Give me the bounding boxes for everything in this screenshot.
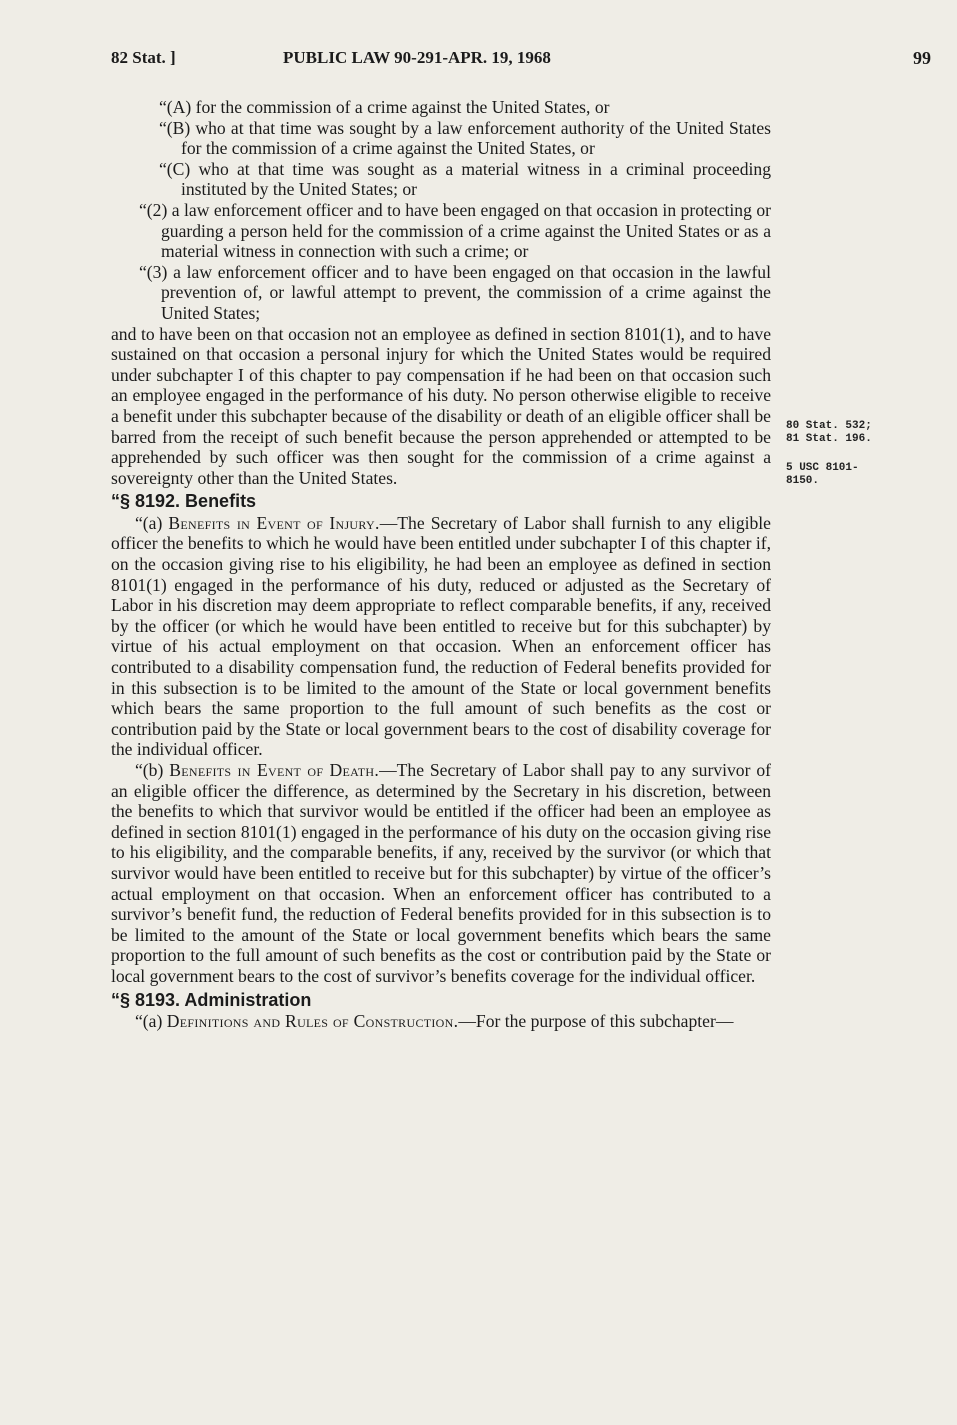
margin-note-usc: 5 USC 8101- 8150.: [786, 462, 859, 487]
clause-2: “(2) a law enforcement officer and to have been engaged on that occasion in protecting or guarding a person held for the commission of a crime against the United States or as a material witness in connection with such a crime; or: [139, 199, 771, 262]
subsection-a-injury: [111, 513, 771, 760]
running-title: PUBLIC LAW 90-291-APR. 19, 1968: [283, 48, 551, 67]
statute-reference: 82 Stat. ]: [111, 48, 176, 67]
subsection-text: —The Secretary of Labor shall pay to any survivor of an eligible officer the difference, as determined by the Secretary in his discretion, between the benefits to which that survivor would be entitled if the officer had been an employee as defined in section 8101(1) engaged in the performance of his duty on the occasion giving rise to his eligibility, and the comparable benefits, if any, received by the survivor (or which that survivor would have been entitled to receive but for this subchapter) by virtue of the officer’s actual employment on that occasion. When an enforcement officer has contributed to a survivor’s benefit fund, the reduction of Federal benefits provided for in this subsection is to be limited to the amount of the State or local government benefits which bears the same proportion to the full amount of such benefits as the cost or contribution paid by the State or local government bears to the cost of survivor’s benefits coverage for the individual officer.: [111, 760, 771, 986]
clause-b: “(B) who at that time was sought by a law enforcement authority of the United States for the commission of a crime against the United States, or: [159, 117, 771, 159]
subsection-label: “(a): [135, 1011, 167, 1032]
document-body: [111, 97, 771, 1032]
clause-a: “(A) for the commission of a crime against the United States, or: [159, 97, 610, 117]
subsection-b-death: [111, 760, 771, 987]
clause-3: “(3) a law enforcement officer and to have been engaged on that occasion in the lawful prevention of, or lawful attempt to prevent, the commission of a crime against the United States;: [139, 261, 771, 323]
subsection-title: Definitions and Rules of Construction.: [166, 1011, 459, 1032]
subsection-label: “(a): [135, 512, 169, 533]
subsection-title: Benefits in Event of Injury.: [168, 512, 380, 533]
page-number: 99: [913, 48, 931, 68]
section-heading-8193: “§ 8193. Administration: [111, 989, 312, 1010]
paragraph-eligibility: and to have been on that occasion not an employee as defined in section 8101(1), and to have sustained on that occasion a personal injury for which the United States would be required under subchapter I of this chapter to pay compensation if he had been on that occasion such an employee engaged in the performance of his duty. No person otherwise eligible to receive a benefit under this subchapter because of the disability or death of an eligible officer shall be barred from the receipt of such benefit because the person apprehended or attempted to be apprehended by such officer was then sought for the commission of a crime against a sovereignty other than the United States.: [111, 323, 771, 488]
subsection-text: —The Secretary of Labor shall furnish to any eligible officer the benefits to which he would have been entitled under subchapter I of this chapter if, on the occasion giving rise to his eligibility, he had been an employee as defined in section 8101(1) engaged in the performance of his duty, reduced or adjusted as the Secretary of Labor in his discretion may deem appropriate to reflect comparable benefits, if any, received by the officer (or which he would have been entitled to receive but for this subchapter) by virtue of his actual employment on that occasion. When an enforcement officer has contributed to a disability compensation fund, the reduction of Federal benefits provided for in this subsection is to be limited to the amount of the State or local government benefits which bears the same proportion to the full amount of such benefits as the cost or contribution paid by the State or local government bears to the cost of disability coverage for the individual officer.: [111, 512, 771, 760]
subsection-a-definitions: [111, 1011, 771, 1032]
subsection-title: Benefits in Event of Death.: [169, 760, 380, 780]
clause-c: “(C) who at that time was sought as a material witness in a criminal proceeding instituted by the United States; or: [159, 158, 771, 200]
section-heading-8192: “§ 8192. Benefits: [111, 491, 257, 512]
page-header: [111, 48, 931, 78]
subsection-text: —For the purpose of this subchapter—: [458, 1011, 734, 1032]
margin-note-stat: 80 Stat. 532; 81 Stat. 196.: [786, 420, 872, 445]
subsection-label: “(b): [135, 760, 170, 780]
